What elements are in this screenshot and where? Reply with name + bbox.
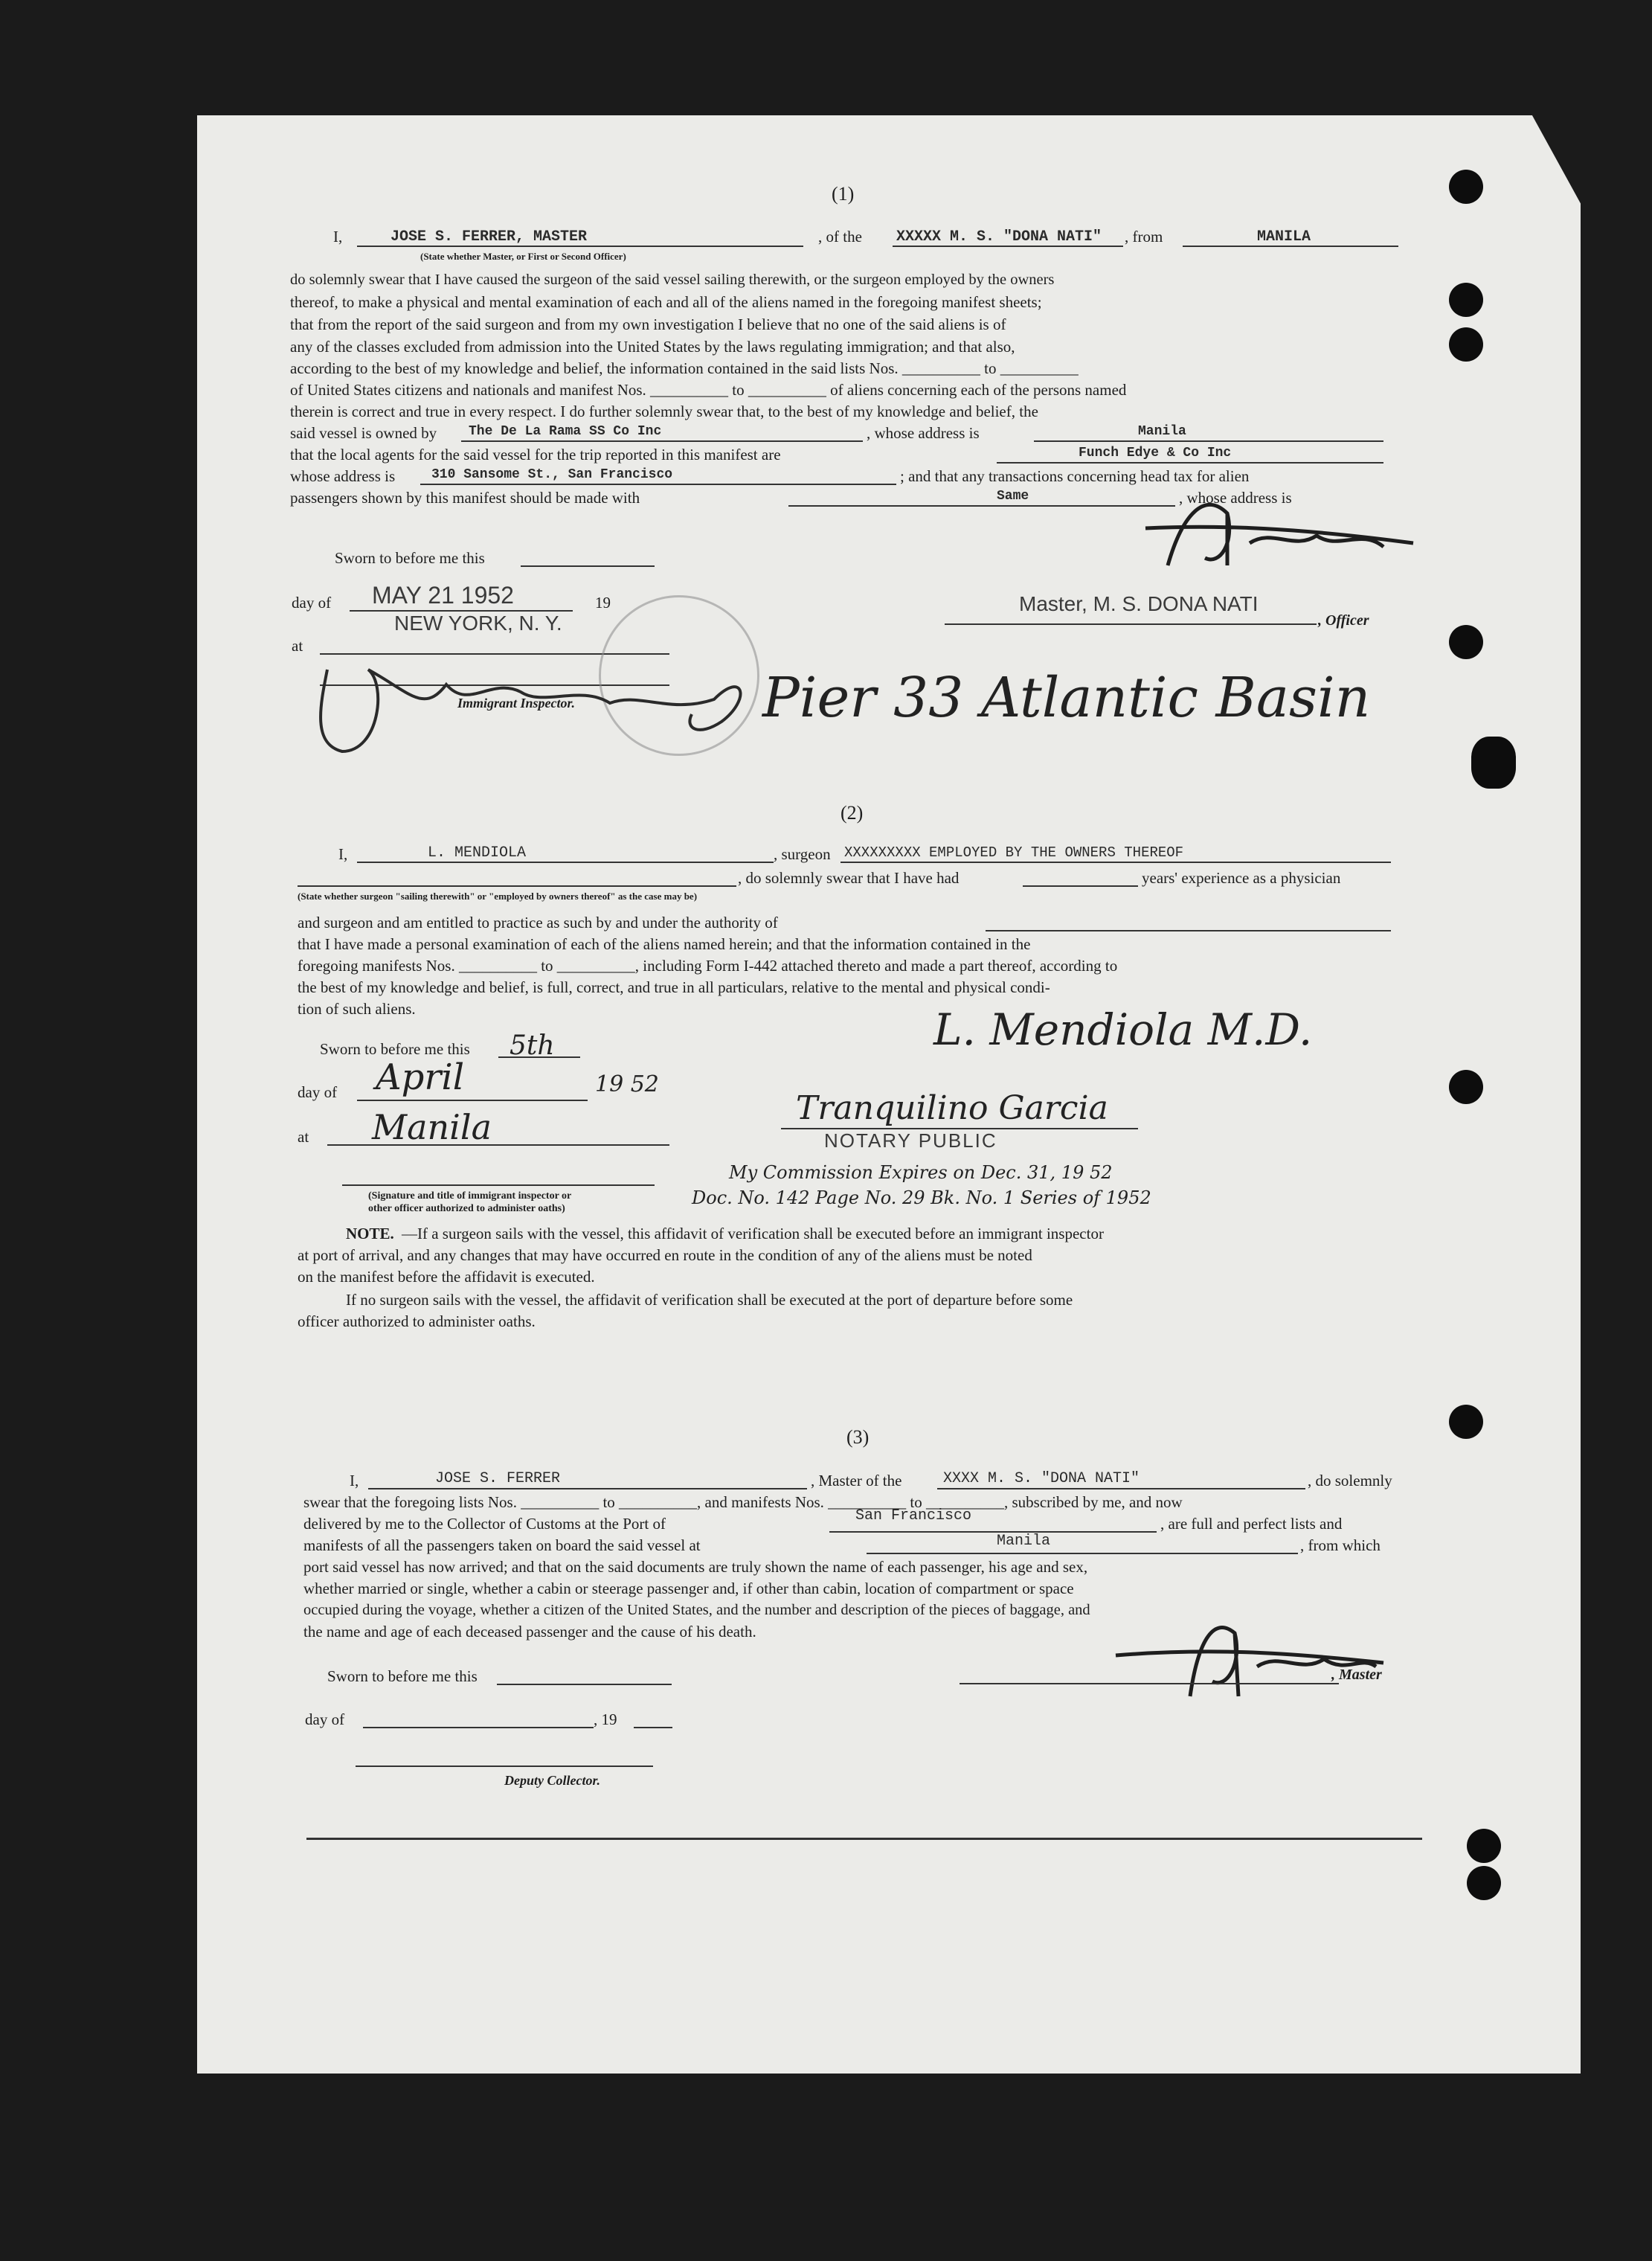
pier-annotation: Pier 33 Atlantic Basin <box>762 666 1371 730</box>
notary-signature: Tranquilino Garcia <box>796 1089 1108 1127</box>
s2-year: 19 52 <box>595 1071 659 1097</box>
s1-note: (State whether Master, or First or Second Officer) <box>420 251 626 262</box>
s2-month-line <box>357 1100 588 1101</box>
s2-sworn: Sworn to before me this <box>320 1040 470 1058</box>
s1-date-stamp: MAY 21 1952 <box>372 582 514 609</box>
s3-para-line-4: port said vessel has now arrived; and that on the said documents are truly shown the name of each passenger, his age and sex, <box>303 1558 1088 1576</box>
s1-para-line-4: any of the classes excluded from admission into the United States by the laws regulating immigration; and that also, <box>290 338 1015 356</box>
punch-hole <box>1449 625 1483 659</box>
s2-years: years' experience as a physician <box>1142 869 1341 887</box>
s1-owner-line <box>461 440 863 442</box>
s3-master-name: JOSE S. FERRER <box>435 1470 561 1487</box>
s1-sworn-line <box>521 565 655 567</box>
s3-port-line <box>829 1531 1157 1533</box>
s1-owner-addr-line <box>1034 440 1383 442</box>
s2-para-line-3: foregoing manifests Nos. __________ to __________, including Form I-442 attached thereto and made a part thereof, according to <box>298 957 1118 975</box>
s1-owner: The De La Rama SS Co Inc <box>469 424 662 439</box>
s1-para-line-7: therein is correct and true in every respect. I do further solemnly swear that, to the best of my knowledge and belief, the <box>290 403 1038 420</box>
s1-para-line-5: according to the best of my knowledge and belief, the information contained in the said lists Nos. __________ to __________ <box>290 359 1079 377</box>
s2-surgeon-name: L. MENDIOLA <box>428 844 527 862</box>
s2-sig-note-2: other officer authorized to administer oaths) <box>368 1203 565 1214</box>
s2-note-line-1: —If a surgeon sails with the vessel, this affidavit of verification shall be executed before an immigrant inspector <box>402 1225 1104 1242</box>
s2-note: (State whether surgeon "sailing therewith" or "employed by owners thereof" as the case may be) <box>298 891 698 902</box>
s3-deputy-line <box>356 1765 653 1767</box>
punch-hole <box>1449 1070 1483 1104</box>
s3-from-line <box>867 1553 1298 1554</box>
s2-month: April <box>376 1056 465 1098</box>
punch-hole <box>1449 1405 1483 1439</box>
s1-master-name: JOSE S. FERRER, MASTER <box>390 228 588 246</box>
s1-officer-label: , Officer <box>1318 612 1369 629</box>
s1-day-of: day of <box>292 594 332 612</box>
s3-from-port: Manila <box>997 1533 1051 1550</box>
s3-para-line-2a: delivered by me to the Collector of Customs at the Port of <box>303 1515 666 1533</box>
s1-para-line-8b: , whose address is <box>867 424 980 442</box>
s3-master-of: , Master of the <box>811 1472 902 1489</box>
s1-agent-line <box>997 462 1383 464</box>
s1-vessel-line <box>893 246 1123 247</box>
s3-sworn: Sworn to before me this <box>327 1667 478 1685</box>
s3-master-line <box>960 1683 1339 1684</box>
s1-agent: Funch Edye & Co Inc <box>1079 446 1232 461</box>
s3-para-line-1: swear that the foregoing lists Nos. __________ to __________, and manifests Nos. __________ to __________, subscribed by me, and now <box>303 1493 1183 1511</box>
notary-public-stamp: NOTARY PUBLIC <box>824 1129 997 1152</box>
s1-para-line-10a: whose address is <box>290 467 396 485</box>
section-2-number: (2) <box>841 802 864 824</box>
s2-years-line <box>1023 885 1138 887</box>
punch-hole <box>1449 170 1483 204</box>
s1-para-line-11a: passengers shown by this manifest should be made with <box>290 489 640 507</box>
s2-swear: , do solemnly swear that I have had <box>738 869 960 887</box>
punch-hole <box>1471 737 1516 789</box>
s3-master-label: , Master <box>1331 1667 1382 1683</box>
s2-para-line-4: the best of my knowledge and belief, is full, correct, and true in all particulars, relative to the mental and physical condi- <box>298 978 1050 996</box>
s3-vessel-line <box>937 1488 1305 1489</box>
s1-same: Same <box>997 489 1029 504</box>
s2-name-line <box>357 862 774 863</box>
s2-place: Manila <box>372 1107 492 1147</box>
s3-para-line-3b: , from which <box>1300 1536 1381 1554</box>
s3-name-line <box>368 1488 807 1489</box>
s2-blank-line <box>298 885 736 887</box>
s2-para-line-1: and surgeon and am entitled to practice as such by and under the authority of <box>298 914 778 931</box>
s2-i: I, <box>338 845 348 863</box>
master-stamp: Master, M. S. DONA NATI <box>1019 592 1259 615</box>
s3-para-line-2b: , are full and perfect lists and <box>1160 1515 1343 1533</box>
s3-sworn-line <box>497 1684 672 1685</box>
s2-para-line-5: tion of such aliens. <box>298 1000 416 1018</box>
s1-para-line-10b: ; and that any transactions concerning head tax for alien <box>900 467 1250 485</box>
s1-para-line-3: that from the report of the said surgeon and from my own investigation I believe that no one of the said aliens is of <box>290 315 1006 333</box>
s1-para-line-11b: , whose address is <box>1179 489 1292 507</box>
s2-surgeon: , surgeon <box>774 845 831 863</box>
s1-vessel: XXXXX M. S. "DONA NATI" <box>896 228 1102 246</box>
s2-note-line-5: officer authorized to administer oaths. <box>298 1312 536 1330</box>
s2-note-line-3: on the manifest before the affidavit is executed. <box>298 1268 595 1286</box>
s3-para-line-5: whether married or single, whether a cabin or steerage passenger and, if other than cabin, location of compartment or space <box>303 1580 1074 1597</box>
s1-i: I, <box>333 228 343 246</box>
s3-port: San Francisco <box>855 1507 972 1524</box>
section-1-number: (1) <box>832 183 855 205</box>
s2-note-line-2: at port of arrival, and any changes that may have occurred en route in the condition of any of the aliens must be noted <box>298 1246 1032 1264</box>
surgeon-signature: L. Mendiola M.D. <box>933 1004 1313 1055</box>
s1-from: , from <box>1125 228 1163 246</box>
s1-para-line-2: thereof, to make a physical and mental examination of each and all of the aliens named in the foregoing manifest sheets; <box>290 293 1042 311</box>
s1-para-line-1: do solemnly swear that I have caused the surgeon of the said vessel sailing therewith, or the surgeon employed by the owners <box>290 272 1055 288</box>
s3-deputy-label: Deputy Collector. <box>504 1773 600 1788</box>
s1-of-the: , of the <box>818 228 862 246</box>
s1-city-stamp: NEW YORK, N. Y. <box>394 612 562 635</box>
s1-inspector-label: Immigrant Inspector. <box>457 696 576 711</box>
s2-authority-line <box>986 930 1391 931</box>
s3-i: I, <box>350 1472 359 1489</box>
doc-number-line: Doc. No. 142 Page No. 29 Bk. No. 1 Series of 1952 <box>692 1187 1151 1208</box>
s1-owner-address: Manila <box>1138 424 1186 439</box>
s2-sig-note-1: (Signature and title of immigrant inspector or <box>368 1190 572 1202</box>
s1-officer-line <box>945 623 1317 625</box>
s2-at: at <box>298 1128 309 1146</box>
commission-line: My Commission Expires on Dec. 31, 19 52 <box>729 1162 1113 1183</box>
s2-para-line-2: that I have made a personal examination of each of the aliens named herein; and that the information contained in the <box>298 935 1031 953</box>
s2-employed: XXXXXXXXX EMPLOYED BY THE OWNERS THEREOF <box>844 844 1184 861</box>
s3-vessel: XXXX M. S. "DONA NATI" <box>943 1470 1140 1487</box>
punch-hole <box>1467 1829 1501 1863</box>
master-signature-2 <box>1056 1600 1398 1711</box>
punch-hole <box>1449 283 1483 317</box>
s3-para-line-3a: manifests of all the passengers taken on board the said vessel at <box>303 1536 701 1554</box>
s2-employed-line <box>841 862 1391 863</box>
s1-agent-addr-line <box>420 484 896 485</box>
s1-at: at <box>292 637 303 655</box>
punch-hole <box>1467 1866 1501 1900</box>
s3-para-line-7: the name and age of each deceased passenger and the cause of his death. <box>303 1623 756 1641</box>
s1-port-line <box>1183 246 1398 247</box>
s3-para-line-6: occupied during the voyage, whether a citizen of the United States, and the number and description of the pieces of baggage, and <box>303 1602 1090 1618</box>
s2-day-of: day of <box>298 1083 338 1101</box>
s1-para-line-8a: said vessel is owned by <box>290 424 437 442</box>
s2-note-label: NOTE. <box>346 1225 394 1242</box>
s3-nineteen: , 19 <box>594 1710 617 1728</box>
s3-day-of: day of <box>305 1710 345 1728</box>
s2-sworn-day: 5th <box>510 1030 555 1061</box>
s1-name-line <box>357 246 803 247</box>
s1-agent-address: 310 Sansome St., San Francisco <box>431 467 673 482</box>
s3-nineteen-line <box>634 1727 672 1728</box>
punch-hole <box>1449 327 1483 362</box>
s2-official-line <box>342 1184 655 1186</box>
bottom-rule <box>306 1838 1422 1840</box>
s3-day-line <box>363 1727 594 1728</box>
s1-nineteen: 19 <box>595 594 611 612</box>
s3-solemnly: , do solemnly <box>1308 1472 1392 1489</box>
inspector-signature <box>298 640 759 766</box>
s1-para-line-9: that the local agents for the said vessel for the trip reported in this manifest are <box>290 446 781 464</box>
s1-port: MANILA <box>1257 228 1311 246</box>
master-signature-1 <box>1056 484 1428 580</box>
section-3-number: (3) <box>846 1426 870 1448</box>
s1-para-line-6: of United States citizens and nationals and manifest Nos. __________ to __________ of aliens concerning each of the persons named <box>290 381 1127 399</box>
s1-sworn: Sworn to before me this <box>335 549 485 567</box>
s2-note-line-4: If no surgeon sails with the vessel, the affidavit of verification shall be executed at the port of departure before some <box>346 1291 1073 1309</box>
